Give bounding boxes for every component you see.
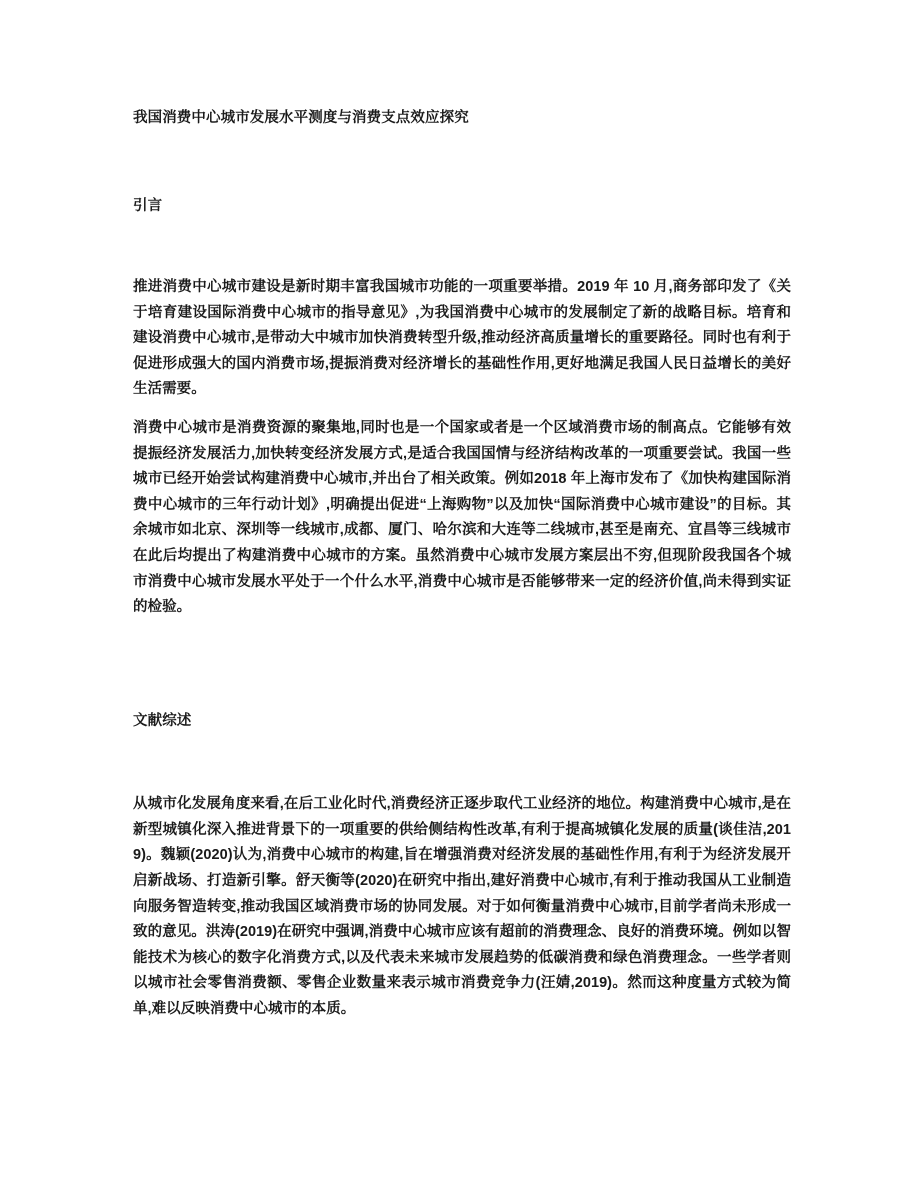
section-heading-literature-review: 文献综述 [133,712,192,729]
paragraph-introduction-1: 推进消费中心城市建设是新时期丰富我国城市功能的一项重要举措。2019 年 10 月,商务部印发了《关于培育建设国际消费中心城市的指导意见》,为我国消费中心城市的发展制定了新的战略目标。培育和建设消费中心城市,是带动大中城市加快消费转型升级,推动经济高质量增长的重要路径。同时也有利于促进形成强大的国内消费市场,提振消费对经济增长的基础性作用,更好地满足我国人民日益增长的美好生活需要。 [133,279,791,398]
paragraph-literature-review-1: 从城市化发展角度来看,在后工业化时代,消费经济正逐步取代工业经济的地位。构建消费中心城市,是在新型城镇化深入推进背景下的一项重要的供给侧结构性改革,有利于提高城镇化发展的质量(谈佳洁,2019)。魏颖(2020)认为,消费中心城市的构建,旨在增强消费对经济发展的基础性作用,有利于为经济发展开启新战场、打造新引擎。舒天衡等(2020)在研究中指出,建好消费中心城市,有利于推动我国从工业制造向服务智造转变,推动我国区域消费市场的协同发展。对于如何衡量消费中心城市,目前学者尚未形成一致的意见。洪涛(2019)在研究中强调,消费中心城市应该有超前的消费理念、良好的消费环境。例如以智能技术为核心的数字化消费方式,以及代表未来城市发展趋势的低碳消费和绿色消费理念。一些学者则以城市社会零售消费额、零售企业数量来表示城市消费竞争力(汪婧,2019)。然而这种度量方式较为简单,难以反映消费中心城市的本质。 [133,796,791,1017]
paragraph-introduction-2: 消费中心城市是消费资源的聚集地,同时也是一个国家或者是一个区域消费市场的制高点。它能够有效提振经济发展活力,加快转变经济发展方式,是适合我国国情与经济结构改革的一项重要尝试。我国一些城市已经开始尝试构建消费中心城市,并出台了相关政策。例如2018 年上海市发布了《加快构建国际消费中心城市的三年行动计划》,明确提出促进“上海购物”以及加快“国际消费中心城市建设”的目标。其余城市如北京、深圳等一线城市,成都、厦门、哈尔滨和大连等二线城市,甚至是南充、宜昌等三线城市在此后均提出了构建消费中心城市的方案。虽然消费中心城市发展方案层出不穷,但现阶段我国各个城市消费中心城市发展水平处于一个什么水平,消费中心城市是否能够带来一定的经济价值,尚未得到实证的检验。 [133,419,791,616]
section-heading-introduction: 引言 [133,197,163,214]
page-title: 我国消费中心城市发展水平测度与消费支点效应探究 [133,110,469,126]
document-content-column [133,0,791,1023]
